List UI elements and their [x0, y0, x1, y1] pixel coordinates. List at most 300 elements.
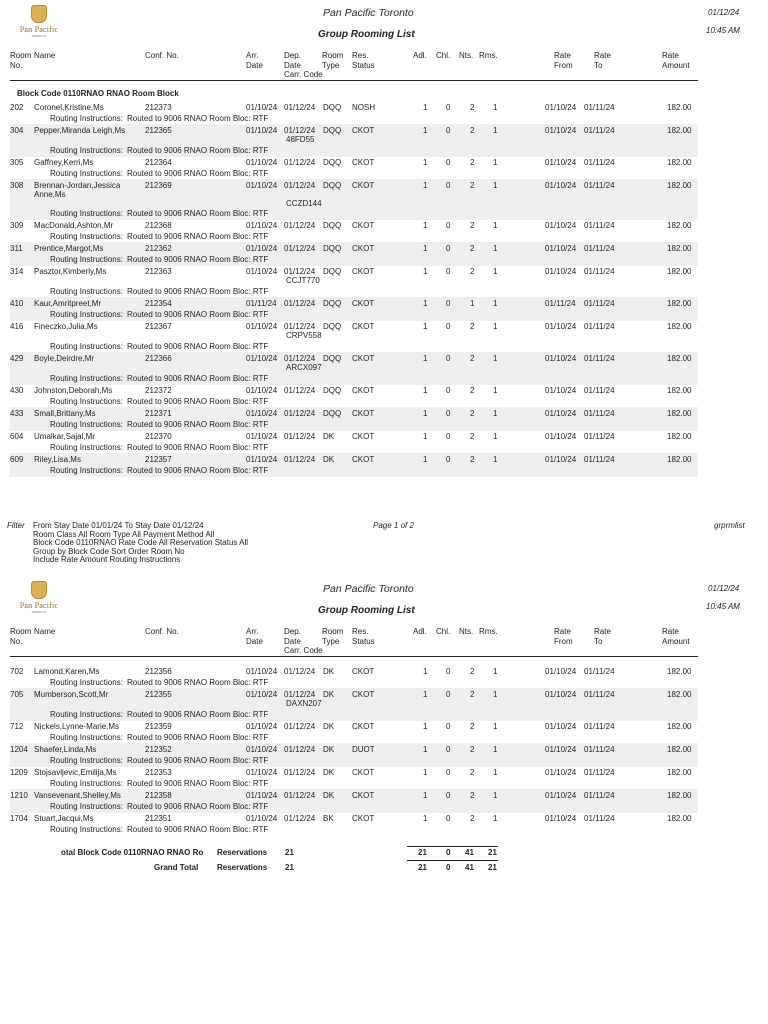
col-header-room-type: Room Type: [322, 51, 344, 70]
col-header-name: Name: [34, 627, 56, 636]
guest-name: Johnston,Deborah,Ms: [34, 386, 113, 395]
room-type: BK: [323, 814, 334, 823]
col-header-rooms: Rms.: [479, 51, 498, 60]
confirmation-number: 212357: [145, 455, 172, 464]
rate-amount: 182.00: [667, 267, 692, 276]
adults-count: 1: [423, 722, 428, 731]
rate-amount: 182.00: [667, 322, 692, 331]
rate-amount: 182.00: [667, 667, 692, 676]
reservation-status: DUOT: [352, 745, 375, 754]
routing-text: Routed to 9006 RNAO Room Bloc: RTF: [127, 397, 269, 406]
children-count: 0: [446, 267, 451, 276]
guest-name: Brennan-Jordan,Jessica: [34, 181, 121, 190]
carrier-code: CCJT770: [286, 276, 320, 285]
arrival-date: 01/10/24: [246, 722, 278, 731]
col-header-adults: Adl.: [413, 51, 427, 60]
arrival-date: 01/10/24: [246, 814, 278, 823]
children-count: 0: [446, 409, 451, 418]
nights-count: 2: [470, 158, 475, 167]
adults-count: 1: [423, 267, 428, 276]
rate-amount: 182.00: [667, 354, 692, 363]
room-number: 1210: [10, 791, 28, 800]
carrier-code: ARCX097: [286, 363, 322, 372]
col-header-rate-from: Rate From: [554, 627, 573, 646]
room-number: 433: [10, 409, 24, 418]
rate-amount: 182.00: [667, 690, 692, 699]
room-type: DK: [323, 455, 335, 464]
col-header-res-status: Res. Status: [352, 627, 375, 646]
confirmation-number: 212359: [145, 722, 172, 731]
col-header-rate-from: Rate From: [554, 51, 573, 70]
room-type: DQQ: [323, 409, 342, 418]
rate-to-date: 01/11/24: [584, 158, 615, 167]
rate-from-date: 01/10/24: [545, 221, 577, 230]
rate-amount: 182.00: [667, 299, 692, 308]
rate-to-date: 01/11/24: [584, 267, 615, 276]
room-type: DQQ: [323, 126, 342, 135]
rooms-count: 1: [493, 455, 498, 464]
adults-count: 1: [423, 455, 428, 464]
children-count: 0: [446, 768, 451, 777]
routing-text: Routed to 9006 RNAO Room Bloc: RTF: [127, 287, 269, 296]
nights-count: 2: [470, 386, 475, 395]
routing-text: Routed to 9006 RNAO Room Bloc: RTF: [127, 420, 269, 429]
rate-to-date: 01/11/24: [584, 322, 615, 331]
reservation-status: CKOT: [352, 158, 375, 167]
filter-line: From Stay Date 01/01/24 To Stay Date 01/12/24: [33, 521, 204, 530]
guest-name: Lamond,Karen,Ms: [34, 667, 100, 676]
rooms-count: 1: [493, 103, 498, 112]
nights-count: 2: [470, 322, 475, 331]
departure-date: 01/12/24: [284, 126, 316, 135]
report-date: 01/12/24: [708, 584, 740, 593]
room-number: 430: [10, 386, 24, 395]
rate-to-date: 01/11/24: [584, 455, 615, 464]
confirmation-number: 212369: [145, 181, 172, 190]
nights-count: 2: [470, 690, 475, 699]
routing-label: Routing Instructions:: [50, 397, 123, 406]
block-total-res-label: Reservations: [217, 848, 268, 857]
routing-label: Routing Instructions:: [50, 114, 123, 123]
rate-to-date: 01/11/24: [584, 354, 615, 363]
children-count: 0: [446, 722, 451, 731]
grand-total-children: 0: [446, 863, 451, 872]
departure-date: 01/12/24: [284, 181, 316, 190]
rate-from-date: 01/10/24: [545, 745, 577, 754]
departure-date: 01/12/24: [284, 354, 316, 363]
rate-from-date: 01/10/24: [545, 690, 577, 699]
rate-from-date: 01/10/24: [545, 386, 577, 395]
arrival-date: 01/10/24: [246, 244, 278, 253]
room-number: 308: [10, 181, 24, 190]
block-total-nights: 41: [465, 848, 474, 857]
rate-from-date: 01/11/24: [545, 299, 576, 308]
routing-text: Routed to 9006 RNAO Room Bloc: RTF: [127, 802, 269, 811]
departure-date: 01/12/24: [284, 722, 316, 731]
block-total-res-count: 21: [285, 848, 294, 857]
room-number: 702: [10, 667, 24, 676]
room-type: DK: [323, 690, 335, 699]
rate-to-date: 01/11/24: [584, 126, 615, 135]
arrival-date: 01/10/24: [246, 158, 278, 167]
report-time: 10:45 AM: [706, 602, 740, 611]
filter-line: Group by Block Code Sort Order Room No: [33, 546, 185, 556]
rooms-count: 1: [493, 745, 498, 754]
room-type: DK: [323, 768, 335, 777]
room-type: DQQ: [323, 221, 342, 230]
routing-text: Routed to 9006 RNAO Room Bloc: RTF: [127, 733, 269, 742]
room-number: 609: [10, 455, 24, 464]
routing-text: Routed to 9006 RNAO Room Bloc: RTF: [127, 209, 269, 218]
rate-to-date: 01/11/24: [584, 221, 615, 230]
rate-amount: 182.00: [667, 722, 692, 731]
col-header-conf: Conf. No.: [145, 627, 179, 636]
logo-emblem-icon: [31, 5, 47, 23]
rate-from-date: 01/10/24: [545, 244, 577, 253]
room-type: DQQ: [323, 299, 342, 308]
routing-text: Routed to 9006 RNAO Room Bloc: RTF: [127, 374, 269, 383]
col-header-nights: Nts.: [459, 627, 474, 636]
rate-from-date: 01/10/24: [545, 791, 577, 800]
room-number: 705: [10, 690, 24, 699]
nights-count: 2: [470, 768, 475, 777]
col-header-dep: Dep. Date Carr. Code: [284, 627, 323, 655]
confirmation-number: 212367: [145, 322, 172, 331]
arrival-date: 01/10/24: [246, 181, 278, 190]
departure-date: 01/12/24: [284, 299, 316, 308]
rate-from-date: 01/10/24: [545, 455, 577, 464]
adults-count: 1: [423, 432, 428, 441]
departure-date: 01/12/24: [284, 244, 316, 253]
nights-count: 2: [470, 409, 475, 418]
nights-count: 2: [470, 126, 475, 135]
col-header-rate-amount: Rate Amount: [662, 51, 690, 70]
reservation-status: CKOT: [352, 221, 375, 230]
arrival-date: 01/10/24: [246, 126, 278, 135]
col-header-room: Room No.: [10, 51, 32, 70]
room-number: 309: [10, 221, 24, 230]
arrival-date: 01/10/24: [246, 322, 278, 331]
block-heading: Block Code 0110RNAO RNAO Room Block: [17, 89, 179, 98]
routing-text: Routed to 9006 RNAO Room Bloc: RTF: [127, 255, 269, 264]
filter-line: Include Rate Amount Routing Instructions: [33, 555, 181, 565]
routing-text: Routed to 9006 RNAO Room Bloc: RTF: [127, 232, 269, 241]
adults-count: 1: [423, 354, 428, 363]
header-rule: [10, 656, 698, 657]
routing-label: Routing Instructions:: [50, 443, 123, 452]
children-count: 0: [446, 158, 451, 167]
confirmation-number: 212371: [145, 409, 172, 418]
departure-date: 01/12/24: [284, 791, 316, 800]
guest-name: Mumberson,Scott,Mr: [34, 690, 109, 699]
guest-name: Boyle,Deirdre,Mr: [34, 354, 95, 363]
arrival-date: 01/10/24: [246, 267, 278, 276]
children-count: 0: [446, 791, 451, 800]
adults-count: 1: [423, 126, 428, 135]
children-count: 0: [446, 126, 451, 135]
grand-total-nights: 41: [465, 863, 474, 872]
room-number: 429: [10, 354, 24, 363]
departure-date: 01/12/24: [284, 768, 316, 777]
hotel-name: Pan Pacific Toronto: [323, 583, 414, 595]
rate-from-date: 01/10/24: [545, 267, 577, 276]
rooms-count: 1: [493, 768, 498, 777]
rate-from-date: 01/10/24: [545, 409, 577, 418]
reservation-status: CKOT: [352, 667, 375, 676]
routing-label: Routing Instructions:: [50, 466, 123, 475]
departure-date: 01/12/24: [284, 103, 316, 112]
col-header-res-status: Res. Status: [352, 51, 375, 70]
rate-amount: 182.00: [667, 455, 692, 464]
rate-to-date: 01/11/24: [584, 768, 615, 777]
departure-date: 01/12/24: [284, 322, 316, 331]
guest-name: Coronel,Kristine,Ms: [34, 103, 104, 112]
reservation-status: CKOT: [352, 690, 375, 699]
logo-subtext: TORONTO: [31, 610, 47, 614]
grand-total-res-count: 21: [285, 863, 294, 872]
col-header-nights: Nts.: [459, 51, 474, 60]
filter-line: Room Class All Room Type All Payment Method All: [33, 529, 215, 539]
rate-amount: 182.00: [667, 745, 692, 754]
children-count: 0: [446, 745, 451, 754]
logo-emblem-icon: [31, 581, 47, 599]
rate-from-date: 01/10/24: [545, 354, 577, 363]
filter-line: Block Code 0110RNAO Rate Code All Reservation Status All: [33, 538, 249, 548]
reservation-status: CKOT: [352, 181, 375, 190]
children-count: 0: [446, 455, 451, 464]
guest-name: Vansevenant,Shelley,Ms: [34, 791, 121, 800]
confirmation-number: 212365: [145, 126, 172, 135]
rooms-count: 1: [493, 322, 498, 331]
room-type: DQQ: [323, 244, 342, 253]
routing-text: Routed to 9006 RNAO Room Bloc: RTF: [127, 466, 269, 475]
arrival-date: 01/10/24: [246, 745, 278, 754]
room-number: 304: [10, 126, 24, 135]
reservation-status: CKOT: [352, 126, 375, 135]
nights-count: 2: [470, 667, 475, 676]
children-count: 0: [446, 354, 451, 363]
adults-count: 1: [423, 667, 428, 676]
guest-name: Stojsavljevic,Emilija,Ms: [34, 768, 117, 777]
routing-label: Routing Instructions:: [50, 733, 123, 742]
confirmation-number: 212358: [145, 791, 172, 800]
departure-date: 01/12/24: [284, 221, 316, 230]
adults-count: 1: [423, 299, 428, 308]
guest-name: Nickels,Lynne-Marie,Ms: [34, 722, 120, 731]
rate-from-date: 01/10/24: [545, 667, 577, 676]
col-header-conf: Conf. No.: [145, 51, 179, 60]
arrival-date: 01/10/24: [246, 667, 278, 676]
rooms-count: 1: [493, 221, 498, 230]
rate-to-date: 01/11/24: [584, 722, 615, 731]
block-total-children: 0: [446, 848, 451, 857]
routing-text: Routed to 9006 RNAO Room Bloc: RTF: [127, 825, 269, 834]
report-time: 10:45 AM: [706, 26, 740, 35]
room-number: 314: [10, 267, 24, 276]
guest-name: Prentice,Margot,Ms: [34, 244, 104, 253]
room-type: DK: [323, 722, 335, 731]
nights-count: 2: [470, 432, 475, 441]
rooms-count: 1: [493, 791, 498, 800]
room-type: DK: [323, 791, 335, 800]
routing-label: Routing Instructions:: [50, 169, 123, 178]
children-count: 0: [446, 690, 451, 699]
col-header-dep: Dep. Date Carr. Code: [284, 51, 323, 79]
col-header-arr: Arr. Date: [246, 627, 263, 646]
children-count: 0: [446, 181, 451, 190]
grand-total-rule: [407, 860, 498, 861]
rate-from-date: 01/10/24: [545, 768, 577, 777]
adults-count: 1: [423, 791, 428, 800]
carrier-code: CCZD144: [286, 199, 322, 208]
report-date: 01/12/24: [708, 8, 740, 17]
confirmation-number: 212373: [145, 103, 172, 112]
nights-count: 1: [470, 299, 475, 308]
rate-to-date: 01/11/24: [584, 667, 615, 676]
rate-from-date: 01/10/24: [545, 181, 577, 190]
grand-total-rooms: 21: [488, 863, 497, 872]
guest-name: MacDonald,Ashton,Mr: [34, 221, 114, 230]
arrival-date: 01/10/24: [246, 791, 278, 800]
room-type: DQQ: [323, 181, 342, 190]
confirmation-number: 212356: [145, 667, 172, 676]
room-type: DK: [323, 667, 335, 676]
room-type: DQQ: [323, 386, 342, 395]
routing-label: Routing Instructions:: [50, 779, 123, 788]
nights-count: 2: [470, 722, 475, 731]
departure-date: 01/12/24: [284, 667, 316, 676]
room-number: 202: [10, 103, 24, 112]
routing-label: Routing Instructions:: [50, 255, 123, 264]
room-number: 305: [10, 158, 24, 167]
adults-count: 1: [423, 103, 428, 112]
confirmation-number: 212368: [145, 221, 172, 230]
room-number: 712: [10, 722, 24, 731]
arrival-date: 01/10/24: [246, 768, 278, 777]
hotel-name: Pan Pacific Toronto: [323, 7, 414, 19]
routing-label: Routing Instructions:: [50, 342, 123, 351]
reservation-status: CKOT: [352, 354, 375, 363]
col-header-children: Chl.: [436, 51, 451, 60]
guest-name: Fineczko,Julia,Ms: [34, 322, 98, 331]
arrival-date: 01/10/24: [246, 432, 278, 441]
routing-label: Routing Instructions:: [50, 209, 123, 218]
rate-to-date: 01/11/24: [584, 386, 615, 395]
reservation-status: CKOT: [352, 722, 375, 731]
room-type: DQQ: [323, 267, 342, 276]
departure-date: 01/12/24: [284, 267, 316, 276]
reservation-status: CKOT: [352, 386, 375, 395]
rooms-count: 1: [493, 386, 498, 395]
col-header-rooms: Rms.: [479, 627, 498, 636]
rate-to-date: 01/11/24: [584, 244, 615, 253]
rooms-count: 1: [493, 354, 498, 363]
col-header-children: Chl.: [436, 627, 451, 636]
routing-text: Routed to 9006 RNAO Room Bloc: RTF: [127, 342, 269, 351]
confirmation-number: 212352: [145, 745, 172, 754]
rate-amount: 182.00: [667, 386, 692, 395]
rate-to-date: 01/11/24: [584, 690, 615, 699]
reservation-status: CKOT: [352, 791, 375, 800]
hotel-logo: [14, 5, 64, 38]
block-total-rooms: 21: [488, 848, 497, 857]
reservation-status: CKOT: [352, 244, 375, 253]
rooms-count: 1: [493, 299, 498, 308]
rate-amount: 182.00: [667, 768, 692, 777]
rooms-count: 1: [493, 181, 498, 190]
departure-date: 01/12/24: [284, 432, 316, 441]
rate-amount: 182.00: [667, 814, 692, 823]
hotel-logo: [14, 581, 64, 614]
rooms-count: 1: [493, 690, 498, 699]
adults-count: 1: [423, 768, 428, 777]
departure-date: 01/12/24: [284, 409, 316, 418]
nights-count: 2: [470, 455, 475, 464]
guest-name: Riley,Lisa,Ms: [34, 455, 81, 464]
routing-label: Routing Instructions:: [50, 310, 123, 319]
routing-label: Routing Instructions:: [50, 146, 123, 155]
children-count: 0: [446, 244, 451, 253]
grand-total-label: Grand Total: [154, 863, 199, 872]
rate-to-date: 01/11/24: [584, 181, 615, 190]
totals-rule: [407, 846, 498, 847]
arrival-date: 01/10/24: [246, 103, 278, 112]
reservation-status: CKOT: [352, 267, 375, 276]
guest-name: Gaffney,Kerri,Ms: [34, 158, 94, 167]
col-header-name: Name: [34, 51, 56, 60]
page-number: Page 1 of 2: [373, 521, 414, 530]
confirmation-number: 212351: [145, 814, 172, 823]
rooms-count: 1: [493, 722, 498, 731]
routing-label: Routing Instructions:: [50, 802, 123, 811]
arrival-date: 01/11/24: [246, 299, 277, 308]
children-count: 0: [446, 322, 451, 331]
carrier-code: DAXN207: [286, 699, 322, 708]
room-number: 1209: [10, 768, 28, 777]
reservation-status: CKOT: [352, 299, 375, 308]
room-type: DQQ: [323, 103, 342, 112]
col-header-room-type: Room Type: [322, 627, 344, 646]
rate-to-date: 01/11/24: [584, 409, 615, 418]
routing-text: Routed to 9006 RNAO Room Bloc: RTF: [127, 443, 269, 452]
departure-date: 01/12/24: [284, 745, 316, 754]
reservation-status: CKOT: [352, 814, 375, 823]
arrival-date: 01/10/24: [246, 221, 278, 230]
report-title: Group Rooming List: [318, 605, 415, 616]
children-count: 0: [446, 221, 451, 230]
room-number: 1204: [10, 745, 28, 754]
routing-label: Routing Instructions:: [50, 710, 123, 719]
block-total-label: otal Block Code 0110RNAO RNAO Ro: [61, 848, 204, 857]
adults-count: 1: [423, 409, 428, 418]
routing-label: Routing Instructions:: [50, 825, 123, 834]
rate-amount: 182.00: [667, 409, 692, 418]
routing-label: Routing Instructions:: [50, 232, 123, 241]
routing-text: Routed to 9006 RNAO Room Bloc: RTF: [127, 114, 269, 123]
arrival-date: 01/10/24: [246, 690, 278, 699]
room-type: DQQ: [323, 354, 342, 363]
rate-to-date: 01/11/24: [584, 299, 615, 308]
col-header-room: Room No.: [10, 627, 32, 646]
rate-to-date: 01/11/24: [584, 103, 615, 112]
guest-name: Kaur,Amritpreet,Mr: [34, 299, 102, 308]
rate-from-date: 01/10/24: [545, 103, 577, 112]
guest-name: Pepper,Miranda Leigh,Ms: [34, 126, 126, 135]
col-header-arr: Arr. Date: [246, 51, 263, 70]
guest-name: Shaefer,Linda,Ms: [34, 745, 97, 754]
rate-amount: 182.00: [667, 181, 692, 190]
arrival-date: 01/10/24: [246, 455, 278, 464]
